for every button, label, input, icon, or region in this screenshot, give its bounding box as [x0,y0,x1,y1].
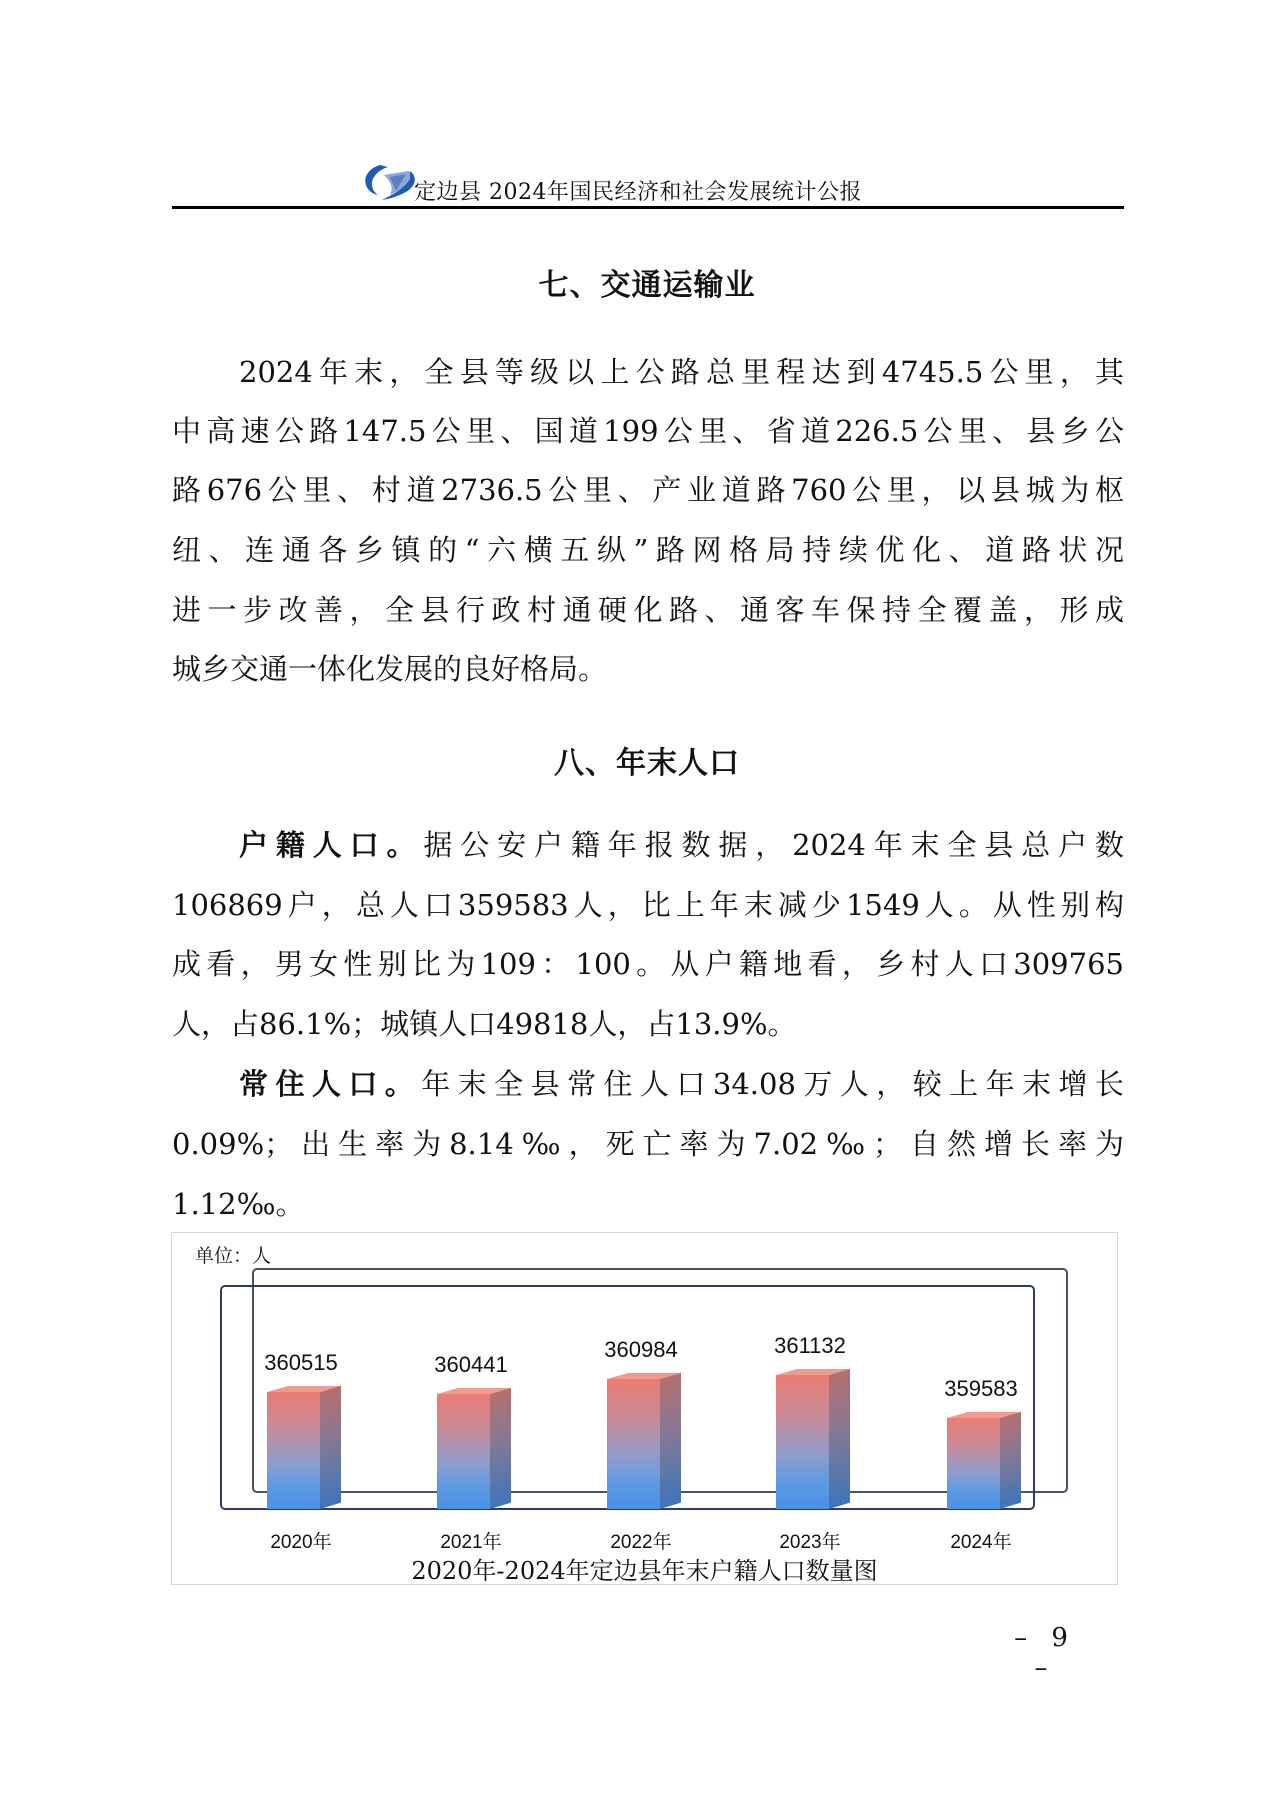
paragraph-line: 1.12‰。 [172,1187,305,1221]
paragraph-line: 中高速公路147.5公里、国道199公里、省道226.5公里、县乡公 [172,414,1124,448]
bar-value-label: 360515 [264,1350,338,1376]
header-rule [172,206,1124,209]
bar-side-face [490,1388,511,1509]
header-title: 定边县 2024年国民经济和社会发展统计公报 [414,180,862,205]
bar-side-face [320,1386,341,1509]
paragraph-text: 年末全县常住人口34.08万人，较上年末增长 [421,1067,1124,1101]
paragraph-text: 据公安户籍年报数据，2024年末全县总户数 [423,828,1124,862]
x-axis-label: 2021年 [440,1532,502,1553]
paragraph-line: 2024年末，全县等级以上公路总里程达到4745.5公里，其 [239,355,1124,389]
paragraph-line: 0.09%；出生率为8.14‰，死亡率为7.02‰；自然增长率为 [172,1127,1124,1161]
paragraph-line-household-lead [239,827,1124,863]
section-heading-transport: 七、交通运输业 [538,269,756,302]
paragraph-line-resident-lead [239,1066,1124,1102]
chart-caption: 2020年-2024年定边县年末户籍人口数量图 [411,1557,878,1585]
paragraph-line: 城乡交通一体化发展的良好格局。 [172,652,608,686]
bar-2021年 [437,1394,490,1509]
lead-household-population: 户籍人口。 [239,828,424,862]
bar-value-label: 361132 [774,1333,846,1358]
bar-value-label: 360441 [434,1352,508,1378]
bar-2024年 [947,1418,1000,1509]
bar-2023年 [776,1375,829,1509]
bar-side-face [1000,1412,1021,1509]
x-axis-label: 2024年 [950,1532,1012,1553]
bar-2022年 [607,1379,660,1509]
x-axis-label: 2022年 [610,1532,672,1553]
x-axis-label: 2020年 [270,1532,332,1553]
bar-side-face [829,1369,850,1509]
paragraph-line: 人，占86.1%；城镇人口49818人，占13.9%。 [172,1007,797,1041]
paragraph-line: 进一步改善，全县行政村通硬化路、通客车保持全覆盖，形成 [172,593,1124,627]
paragraph-line: 106869户，总人口359583人，比上年末减少1549人。从性别构 [172,888,1124,922]
bar-side-face [660,1373,681,1509]
paragraph-line: 纽、连通各乡镇的“六横五纵”路网格局持续优化、道路状况 [172,533,1124,567]
paragraph-line: 成看，男女性别比为109：100。从户籍地看，乡村人口309765 [172,947,1124,981]
logo-icon [360,161,418,203]
bar-2020年 [267,1392,320,1509]
bar-value-label: 360984 [604,1337,678,1363]
lead-resident-population: 常住人口。 [239,1067,422,1101]
page-number: – 9 – [1014,1623,1076,1683]
paragraph-line: 路676公里、村道2736.5公里、产业道路760公里，以县城为枢 [172,473,1124,507]
section-heading-population: 八、年末人口 [554,747,740,780]
x-axis-label: 2023年 [779,1532,841,1553]
bar-value-label: 359583 [944,1376,1018,1401]
chart-unit-label: 单位：人 [195,1246,272,1267]
